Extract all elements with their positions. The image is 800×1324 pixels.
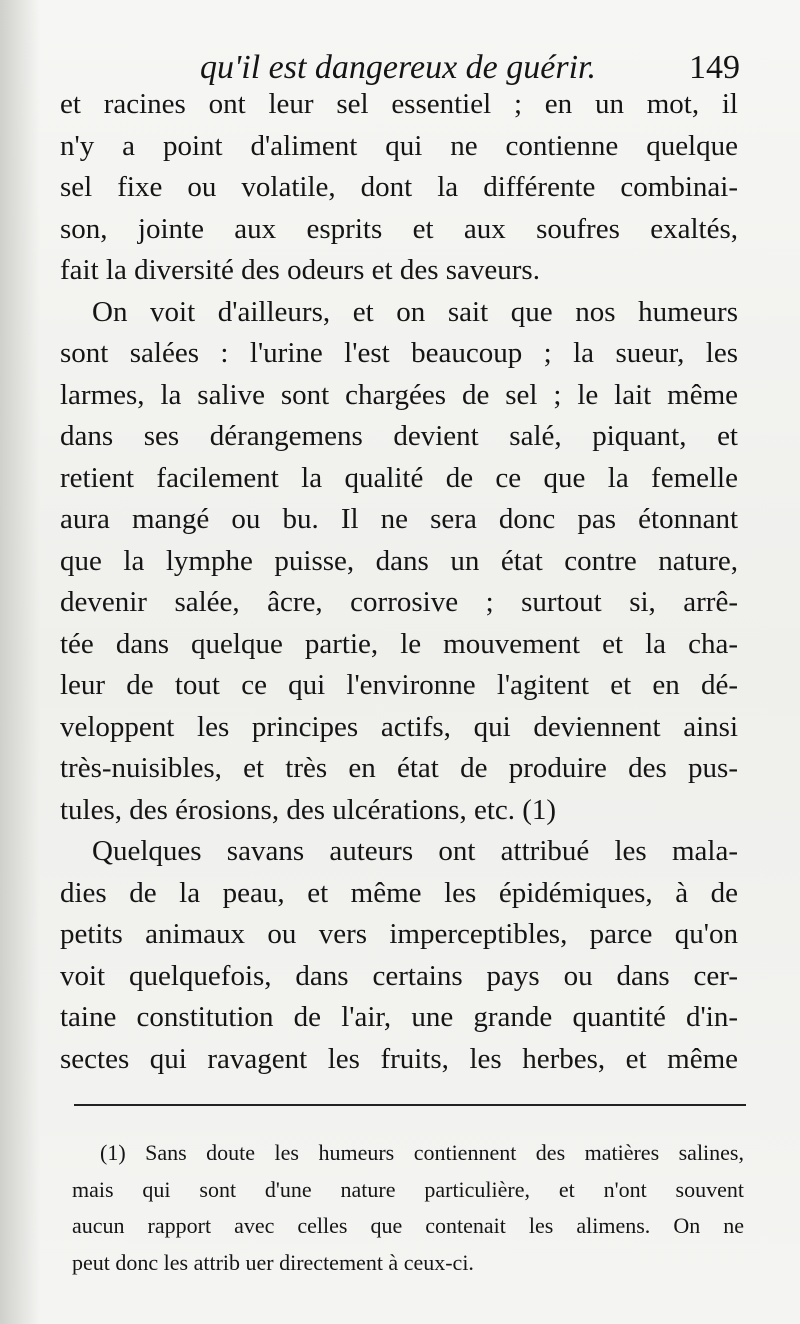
text-line: que la lymphe puisse, dans un état contre nature, (60, 544, 738, 577)
footnote-line: (1) Sans doute les humeurs contiennent des matières salines, (100, 1140, 744, 1165)
paragraph-start-line: On voit d'ailleurs, et on sait que nos humeurs (92, 295, 738, 328)
text-line: et racines ont leur sel essentiel ; en un mot, il (60, 88, 738, 120)
footnote-line: mais qui sont d'une nature particulière, et n'ont souvent (72, 1176, 744, 1202)
text-line: sont salées : l'urine l'est beaucoup ; la sueur, les (60, 337, 738, 369)
text-line: devenir salée, âcre, corrosive ; surtout si, arrê- (60, 586, 738, 618)
footnote (72, 1135, 744, 1281)
text-line: son, jointe aux esprits et aux soufres exaltés, (60, 212, 738, 245)
text-line: aura mangé ou bu. Il ne sera donc pas étonnant (60, 503, 738, 535)
text-line: larmes, la salive sont chargées de sel ; le lait même (60, 378, 738, 411)
text-line: tules, des érosions, des ulcérations, etc. (1) (60, 793, 557, 826)
text-line: dans ses dérangemens devient salé, piquant, et (60, 420, 738, 452)
text-line: sectes qui ravagent les fruits, les herbes, et même (60, 1042, 738, 1075)
running-head: qu'il est dangereux de guérir. (200, 49, 596, 86)
footnote-line: aucun rapport avec celles que contenait les alimens. On ne (72, 1213, 744, 1238)
text-line: veloppent les principes actifs, qui deviennent ainsi (60, 710, 738, 743)
text-line: n'y a point d'aliment qui ne contienne quelque (60, 129, 738, 162)
text-line: sel fixe ou volatile, dont la différente combinai- (60, 171, 738, 203)
page-gutter-shadow (0, 0, 40, 1324)
text-line: très-nuisibles, et très en état de produire des pus- (60, 752, 738, 784)
text-line: leur de tout ce qui l'environne l'agitent et en dé- (60, 669, 738, 701)
body-text (60, 84, 738, 1080)
text-line: dies de la peau, et même les épidémiques, à de (60, 876, 738, 909)
footnote-line: peut donc les attrib uer directement à ceux-ci. (72, 1249, 474, 1275)
text-line: tée dans quelque partie, le mouvement et la cha- (60, 627, 738, 660)
text-line: voit quelquefois, dans certains pays ou dans cer- (60, 959, 738, 992)
text-line: fait la diversité des odeurs et des saveurs. (60, 254, 540, 286)
paragraph-start-line: Quelques savans auteurs ont attribué les mala- (92, 835, 738, 867)
text-line: taine constitution de l'air, une grande quantité d'in- (60, 1001, 738, 1033)
text-line: retient facilement la qualité de ce que la femelle (60, 461, 738, 494)
text-line: petits animaux ou vers imperceptibles, parce qu'on (60, 918, 738, 950)
footnote-divider (74, 1104, 746, 1106)
page-number: 149 (689, 49, 740, 86)
